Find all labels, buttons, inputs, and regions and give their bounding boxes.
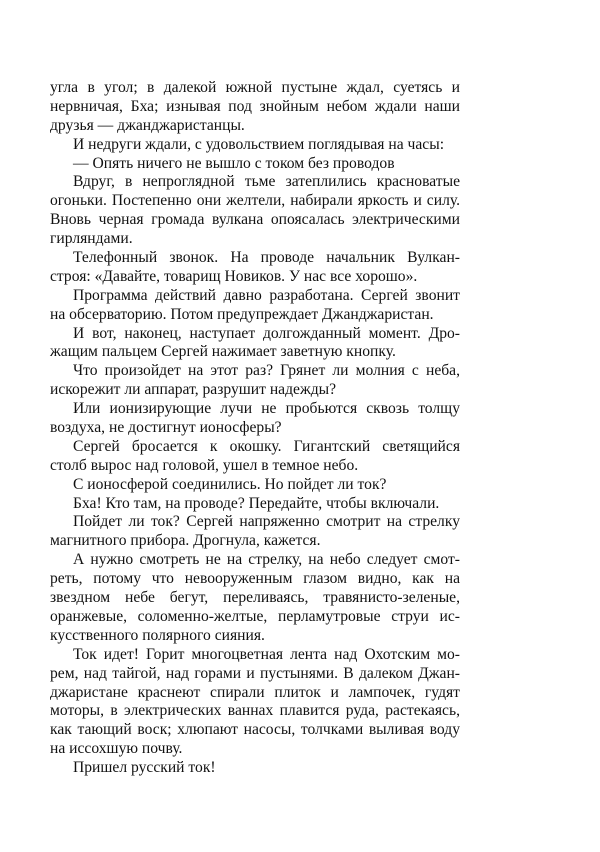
text-line: столб вырос над головой, ушел в темное небо.	[50, 456, 359, 474]
text-line: огоньки. Постепенно они желтели, набирали яркость и силу.	[50, 192, 460, 210]
text-line: гирляндами.	[50, 230, 133, 248]
text-line: угла в угол; в далекой южной пустыне ждал, суетясь и	[50, 79, 460, 96]
text-line: И недруги ждали, с удовольствием поглядывая на часы:	[73, 135, 445, 153]
text-line: Пришел русский ток!	[73, 759, 216, 777]
text-line: Что произойдет на этот раз? Грянет ли молния с неба,	[73, 362, 460, 380]
text-line: Вновь черная громада вулкана опоясалась электрическими	[50, 211, 460, 229]
text-line: Сергей бросается к окошку. Гигантский светящийся	[73, 437, 460, 455]
text-line: Или ионизирующие лучи не пробьются сквозь толщу	[73, 400, 460, 418]
text-line: оранжевые, соломенно-желтые, перламутровые струи ис-	[50, 607, 460, 625]
text-line: Телефонный звонок. На проводе начальник Вулкан-	[73, 249, 460, 267]
text-line: нервничая, Бха; изнывая под знойным небом ждали наши	[50, 97, 460, 115]
text-line: искорежит ли аппарат, разрушит надежды?	[50, 381, 337, 399]
text-line: на обсерваторию. Потом предупреждает Джанджаристан.	[50, 305, 434, 323]
text-line: магнитного прибора. Дрогнула, кажется.	[50, 532, 321, 550]
text-line: Ток идет! Горит многоцветная лента над Охотским мо-	[73, 645, 460, 663]
text-line: кусственного полярного сияния.	[50, 626, 265, 644]
text-line: Вдруг, в непроглядной тьме затеплились красноватые	[73, 173, 460, 191]
text-line: реть, потому что невооруженным глазом видно, как на	[50, 570, 460, 588]
text-line: звездном небе бегут, переливаясь, травянисто-зеленые,	[50, 589, 460, 607]
text-line: Программа действий давно разработана. Сергей звонит	[73, 286, 460, 304]
text-line: как тающий воск; хлюпают насосы, толчками выливая воду	[50, 721, 460, 739]
text-line: строя: «Давайте, товарищ Новиков. У нас все хорошо».	[50, 267, 418, 285]
text-line: С ионосферой соединились. Но пойдет ли ток?	[73, 475, 387, 493]
text-line: жащим пальцем Сергей нажимает заветную кнопку.	[50, 343, 396, 361]
page-text	[50, 79, 460, 778]
text-line: И вот, наконец, наступает долгожданный момент. Дро-	[73, 324, 460, 342]
text-line: Пойдет ли ток? Сергей напряженно смотрит на стрелку	[73, 513, 460, 531]
text-line: моторы, в электрических ваннах плавится руда, растекаясь,	[50, 702, 460, 720]
text-line: — Опять ничего не вышло с током без проводов	[73, 154, 395, 172]
text-line: джаристане краснеют спирали плиток и лампочек, гудят	[50, 683, 460, 701]
text-line: воздуха, не достигнут ионосферы?	[50, 419, 282, 437]
text-line: на иссохшую почву.	[50, 740, 183, 758]
text-line: Бха! Кто там, на проводе? Передайте, чтобы включали.	[73, 494, 440, 512]
text-line: А нужно смотреть не на стрелку, на небо следует смот-	[73, 551, 460, 569]
text-line: друзья — джанджаристанцы.	[50, 116, 245, 134]
text-line: рем, над тайгой, над горами и пустынями. В далеком Джан-	[50, 664, 460, 682]
